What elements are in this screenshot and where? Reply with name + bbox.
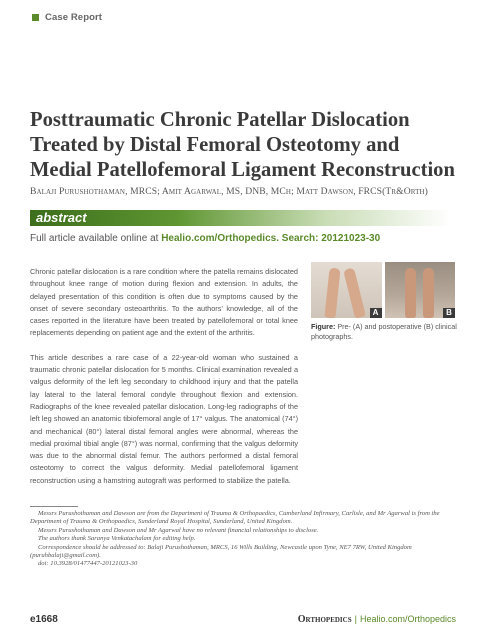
abstract-banner [30,210,450,226]
journal-footer [298,614,456,625]
footnote-divider [30,506,78,507]
footnote-acknowledgment: The authors thank Saranya Venkatachalam for editing help. [38,535,196,543]
leg-shape [405,268,416,318]
author-list: Balaji Purushothaman, MRCS; Amit Agarwal, MS, DNB, MCh; Matt Dawson, FRCS(Tr&Orth) [30,186,428,197]
full-article-note [30,233,380,244]
leg-shape [343,267,366,318]
footnote-affiliations: Messrs Purushothaman and Dawson are from the Department of Trauma & Orthopaedics, Cumberland Infirmary, Carlisle, and Mr Agarwal is from the Department of Trauma & Orthopaedics, Sunderland Royal Hospital, Sunderland, United Kingdom. [30,510,440,526]
caption-prefix: Figure: [311,322,336,331]
journal-name: Orthopedics [297,614,352,625]
abstract-body [30,266,298,499]
leg-shape [423,268,434,318]
caption-text: Pre- (A) and postoperative (B) clinical photographs. [311,322,457,341]
title-line-3: Medial Patellofemoral Ligament Reconstruction [30,159,455,181]
full-article-link[interactable]: Healio.com/Orthopedics. Search: 20121023-30 [161,233,381,244]
abstract-paragraph-2: This article describes a rare case of a 22-year-old woman who sustained a traumatic chronic patellar dislocation for 5 months. Clinical examination revealed a valgus deformity of the left leg secondary to childhood injury and that the patella lay lateral to the lateral femoral condyle throughout flexion and extension. Radiographs of the knee revealed patellar dislocation. Long-leg radiographs of the left leg showed an anatomic tibiofemoral angle of 17° valgus. The anatomical (74°) and mechanical (80°) lateral distal femoral angles were abnormal, whereas the medial proximal tibial angle (87°) was normal, confirming that the valgus deformity was due to the abnormal distal femur. The authors performed a distal femoral osteotomy to correct the valgus deformity. Medial patellofemoral ligament reconstruction using a hamstring autograft was performed to stabilize the patella. [30,352,298,485]
title-line-1: Posttraumatic Chronic Patellar Dislocation [30,109,410,131]
title-line-2: Treated by Distal Femoral Osteotomy and [30,134,400,156]
page-number: e1668 [30,614,58,625]
preoperative-photo [311,262,382,318]
footnote-doi: doi: 10.3928/01477447-20121023-30 [38,560,138,568]
footnotes [30,510,460,569]
photo-label-a: A [370,308,382,318]
abstract-heading: abstract [36,210,87,225]
clinical-photographs [311,262,455,318]
abstract-paragraph-1: Chronic patellar dislocation is a rare condition where the patella remains dislocated throughout knee range of motion during flexion and extension. In adults, the delayed presentation of this condition is often due to symptoms caused by the onset of severe secondary osteoarthritis. To the authors’ knowledge, all of the cases reported in the literature have been treated by patellofemoral or total knee replacements depending on patient age and the extent of the arthritis. [30,267,298,338]
section-marker-icon [32,14,39,21]
article-title [30,108,460,183]
footnote-correspondence: Correspondence should be addressed to: Balaji Purushothaman, MRCS, 16 Wills Building, Newcastle upon Tyne, NE7 7RW, United Kingdom (puruhbalaji@gmail.com). [30,543,412,560]
footer-separator: | [354,614,357,624]
leg-shape [324,268,340,318]
postoperative-photo [385,262,456,318]
journal-url[interactable]: Healio.com/Orthopedics [359,614,456,624]
section-label [32,12,102,23]
full-article-prefix: Full article available online at [30,233,162,244]
photo-label-b: B [443,308,455,318]
section-name: Case Report [45,12,103,23]
footnote-disclosure: Messrs Purushothaman and Dawson and Mr Agarwal have no relevant financial relationships to disclose. [38,526,319,534]
figure-caption [311,322,459,341]
